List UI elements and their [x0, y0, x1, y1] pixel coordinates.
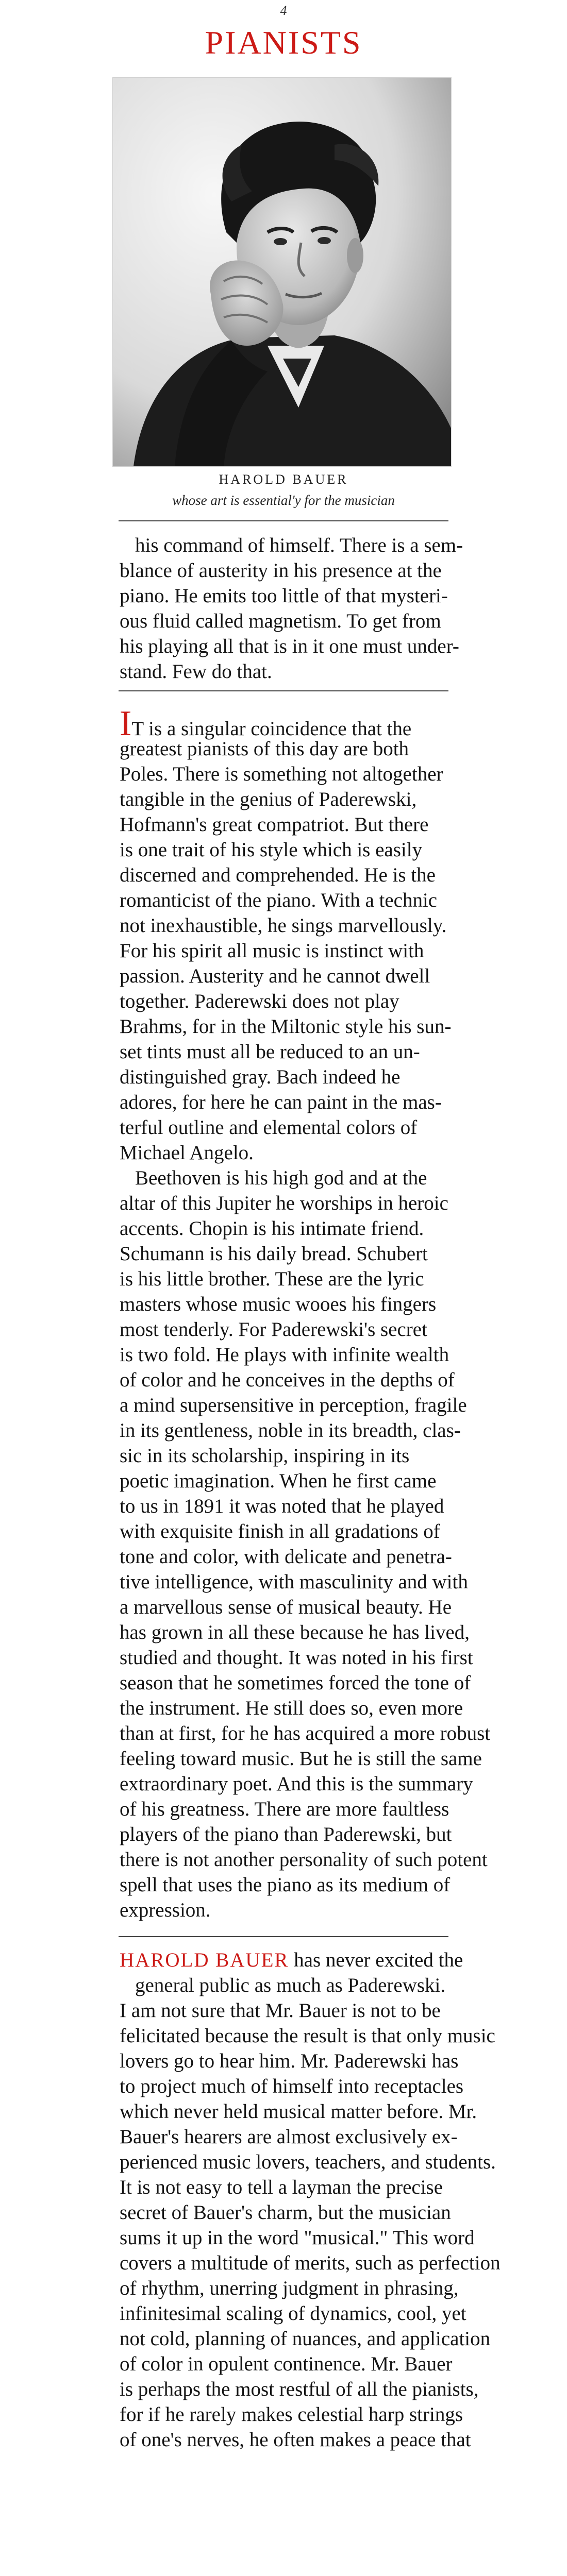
text-line: For his spirit all music is instinct with [120, 940, 424, 962]
text-line: the instrument. He still does so, even more [120, 1697, 463, 1719]
text-line: spell that uses the piano as its medium of [120, 1874, 451, 1896]
text-line: I am not sure that Mr. Bauer is not to be [120, 1999, 441, 2022]
text-line: lovers go to hear him. Mr. Paderewski has [120, 2050, 459, 2072]
text-line: in its gentleness, noble in its breadth, clas- [120, 1419, 461, 1442]
text-line: accents. Chopin is his intimate friend. [120, 1217, 424, 1240]
text-line: of his greatness. There are more faultless [120, 1798, 449, 1820]
page-number: 4 [280, 3, 287, 18]
text-line: is perhaps the most restful of all the pianists, [120, 2378, 479, 2400]
section-title: PIANISTS [205, 24, 362, 61]
photo-caption-description: whose art is essential'y for the musician [172, 493, 395, 508]
text-line: with exquisite finish in all gradations of [120, 1520, 440, 1543]
text-line: Schumann is his daily bread. Schubert [120, 1243, 428, 1265]
text-line: is his little brother. These are the lyric [120, 1268, 424, 1290]
text-line: of rhythm, unerring judgment in phrasing, [120, 2277, 459, 2299]
text-line: most tenderly. For Paderewski's secret [120, 1318, 427, 1341]
text-line: passion. Austerity and he cannot dwell [120, 965, 430, 987]
continuation-paragraph [0, 533, 567, 684]
text-line: there is not another personality of such potent [120, 1849, 488, 1871]
text-line: to us in 1891 it was noted that he played [120, 1495, 444, 1517]
text-line: of one's nerves, he often makes a peace that [120, 2429, 471, 2451]
text-line [0, 704, 567, 743]
text-line: for if he rarely makes celestial harp strings [120, 2403, 463, 2426]
text-line: sums it up in the word "musical." This word [120, 2227, 475, 2249]
text-line: his playing all that is in it one must under- [120, 635, 459, 657]
lead-name: HAROLD BAUER [120, 1949, 289, 1971]
text-line-rest: T is a singular coincidence that the [131, 718, 412, 740]
text-line: Michael Angelo. [120, 1142, 254, 1164]
text-line: set tints must all be reduced to an un- [120, 1041, 420, 1063]
text-line: general public as much as Paderewski. [135, 1974, 446, 1996]
text-line: Bauer's hearers are almost exclusively ex- [120, 2126, 458, 2148]
text-line: a marvellous sense of musical beauty. He [120, 1596, 452, 1618]
text-line: to project much of himself into receptacles [120, 2075, 464, 2097]
text-line: masters whose music wooes his fingers [120, 1293, 437, 1315]
text-line: It is not easy to tell a layman the precise [120, 2176, 443, 2198]
text-line: Poles. There is something not altogether [120, 763, 443, 785]
text-line: than at first, for he has acquired a more robust [120, 1722, 491, 1744]
text-line: poetic imagination. When he first came [120, 1470, 437, 1492]
text-line: Brahms, for in the Miltonic style his sun- [120, 1015, 452, 1038]
text-line: romanticist of the piano. With a technic [120, 889, 438, 911]
text-line: perienced music lovers, teachers, and students. [120, 2151, 496, 2173]
text-line: felicitated because the result is that only music [120, 2025, 495, 2047]
text-line: his command of himself. There is a sem- [135, 534, 463, 556]
text-line: tone and color, with delicate and penetra- [120, 1546, 452, 1568]
portrait-photo [112, 77, 452, 467]
text-line: tangible in the genius of Paderewski, [120, 788, 417, 810]
divider-rule [119, 1936, 448, 1937]
text-line: season that he sometimes forced the tone of [120, 1672, 471, 1694]
text-line: has grown in all these because he has lived, [120, 1621, 470, 1643]
text-line: distinguished gray. Bach indeed he [120, 1066, 401, 1088]
photo-caption-name: HAROLD BAUER [219, 472, 348, 487]
divider-rule [119, 520, 448, 521]
text-line: adores, for here he can paint in the mas- [120, 1091, 442, 1113]
text-line: terful outline and elemental colors of [120, 1116, 418, 1139]
text-line: stand. Few do that. [120, 660, 272, 683]
text-line: secret of Bauer's charm, but the musician [120, 2201, 451, 2224]
text-line: of color in opulent continence. Mr. Bauer [120, 2353, 453, 2375]
drop-cap: I [120, 704, 132, 743]
text-line: piano. He emits too little of that mysteri- [120, 585, 448, 607]
text-line: Hofmann's great compatriot. But there [120, 814, 429, 836]
text-line: players of the piano than Paderewski, but [120, 1823, 452, 1845]
text-line: which never held musical matter before. Mr. [120, 2100, 477, 2123]
text-line: together. Paderewski does not play [120, 990, 399, 1012]
text-line: sic in its scholarship, inspiring in its [120, 1445, 410, 1467]
text-line: blance of austerity in his presence at the [120, 560, 442, 582]
text-line: greatest pianists of this day are both [120, 738, 409, 760]
text-line: is two fold. He plays with infinite wealth [120, 1344, 449, 1366]
text-line: not cold, planning of nuances, and application [120, 2328, 491, 2350]
bauer-paragraph [0, 1947, 567, 2452]
paderewski-paragraph [0, 704, 567, 1923]
divider-rule [119, 690, 448, 691]
text-line: studied and thought. It was noted in his first [120, 1647, 473, 1669]
text-line: a mind supersensitive in perception, fragile [120, 1394, 467, 1416]
text-line: expression. [120, 1899, 211, 1921]
text-line: Beethoven is his high god and at the [135, 1167, 427, 1189]
text-line: covers a multitude of merits, such as perfection [120, 2252, 501, 2274]
text-line: tive intelligence, with masculinity and with [120, 1571, 468, 1593]
text-line: discerned and comprehended. He is the [120, 864, 436, 886]
text-line-rest: has never excited the [289, 1949, 463, 1971]
text-line [0, 1947, 567, 1973]
text-line: ous fluid called magnetism. To get from [120, 610, 441, 632]
text-line: not inexhaustible, he sings marvellously. [120, 914, 447, 937]
text-line: feeling toward music. But he is still the same [120, 1748, 482, 1770]
portrait-illustration [113, 78, 451, 466]
text-line: of color and he conceives in the depths of [120, 1369, 455, 1391]
text-line: altar of this Jupiter he worships in heroic [120, 1192, 448, 1214]
text-line: infinitesimal scaling of dynamics, cool, yet [120, 2302, 466, 2325]
text-line: extraordinary poet. And this is the summary [120, 1773, 473, 1795]
text-line: is one trait of his style which is easily [120, 839, 423, 861]
